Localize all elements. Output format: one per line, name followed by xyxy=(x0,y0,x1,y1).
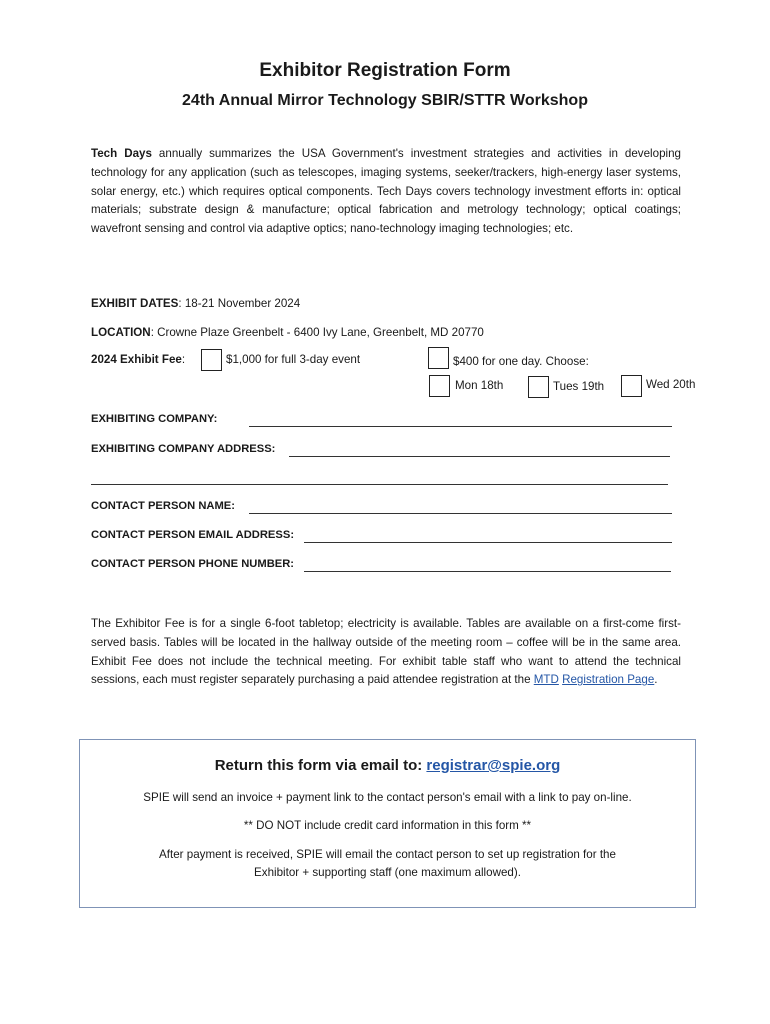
return-title xyxy=(80,757,695,774)
page-title: Exhibitor Registration Form xyxy=(259,60,511,81)
intro-text: annually summarizes the USA Government's investment strategies and activities in developing technology for any application (such as telescopes, imaging systems, seeker/trackers, high-energy laser systems, solar energy, etc.) which requires optical components. Tech Days covers technology investment efforts in: optical materials; substrate design & manufacture; optical fabrication and metrology technology; optical coatings; wavefront sensing and control via adaptive optics; nano-technology imaging technologies; etc. xyxy=(91,147,681,236)
return-line-payment: After payment is received, SPIE will email the contact person to set up registration for the xyxy=(159,848,616,861)
company-input[interactable] xyxy=(249,426,672,427)
location-value: : Crowne Plaze Greenbelt - 6400 Ivy Lane, Greenbelt, MD 20770 xyxy=(150,326,484,339)
exhibit-dates xyxy=(91,297,300,310)
company-label: EXHIBITING COMPANY: xyxy=(91,413,218,425)
full-event-checkbox[interactable] xyxy=(201,349,222,371)
contact-email-input[interactable] xyxy=(304,542,672,543)
registrar-email-link[interactable]: registrar@spie.org xyxy=(426,757,561,774)
wed-label: Wed 20th xyxy=(646,378,696,391)
contact-email-label: CONTACT PERSON EMAIL ADDRESS: xyxy=(91,529,295,541)
return-line-warning: ** DO NOT include credit card information in this form ** xyxy=(243,819,532,832)
wed-checkbox[interactable] xyxy=(621,375,642,397)
address-input[interactable] xyxy=(289,456,670,457)
mon-checkbox[interactable] xyxy=(429,375,450,397)
exhibit-dates-label: EXHIBIT DATES xyxy=(91,297,179,310)
exhibit-dates-value: : 18-21 November 2024 xyxy=(178,297,301,310)
return-line-staff: Exhibitor + supporting staff (one maximum allowed). xyxy=(254,866,521,879)
address-input-line2[interactable] xyxy=(91,484,668,485)
one-day-checkbox[interactable] xyxy=(428,347,449,369)
intro-lead: Tech Days xyxy=(91,147,152,160)
contact-phone-input[interactable] xyxy=(304,571,671,572)
address-label: EXHIBITING COMPANY ADDRESS: xyxy=(91,443,276,455)
mtd-link[interactable]: MTD xyxy=(533,673,559,687)
contact-name-label: CONTACT PERSON NAME: xyxy=(91,500,235,512)
fee-colon: : xyxy=(181,353,186,366)
return-line-invoice: SPIE will send an invoice + payment link to the contact person's email with a link to pay on-line. xyxy=(143,791,632,804)
fee-paragraph-text: The Exhibitor Fee is for a single 6-foot tabletop; electricity is available. Tables are available on a first-come first-served basis. Tables will be located in the hallway outside of the meeting room – coffee will be in the same area. Exhibit Fee does not include the technical meeting. For exhibit table staff who want to attend the technical sessions, each must register separately purchasing a paid attendee registration at the xyxy=(91,617,681,687)
contact-name-input[interactable] xyxy=(249,513,672,514)
fee-paragraph-end: . xyxy=(654,673,658,687)
return-instructions-box xyxy=(79,739,696,908)
tues-label: Tues 19th xyxy=(553,380,605,393)
page-subtitle: 24th Annual Mirror Technology SBIR/STTR Workshop xyxy=(182,92,588,109)
fee-paragraph xyxy=(91,615,681,690)
full-event-label: $1,000 for full 3-day event xyxy=(226,353,361,366)
location-label: LOCATION xyxy=(91,326,151,339)
tues-checkbox[interactable] xyxy=(528,376,549,398)
return-title-text: Return this form via email to: xyxy=(214,757,427,774)
one-day-label: $400 for one day. Choose: xyxy=(453,355,589,368)
contact-phone-label: CONTACT PERSON PHONE NUMBER: xyxy=(91,558,295,570)
registration-page-link[interactable]: Registration Page xyxy=(562,673,655,687)
fee-label xyxy=(91,353,185,366)
mon-label: Mon 18th xyxy=(455,379,504,392)
location xyxy=(91,326,484,339)
fee-label-text: 2024 Exhibit Fee xyxy=(91,353,182,366)
intro-paragraph xyxy=(91,145,681,239)
